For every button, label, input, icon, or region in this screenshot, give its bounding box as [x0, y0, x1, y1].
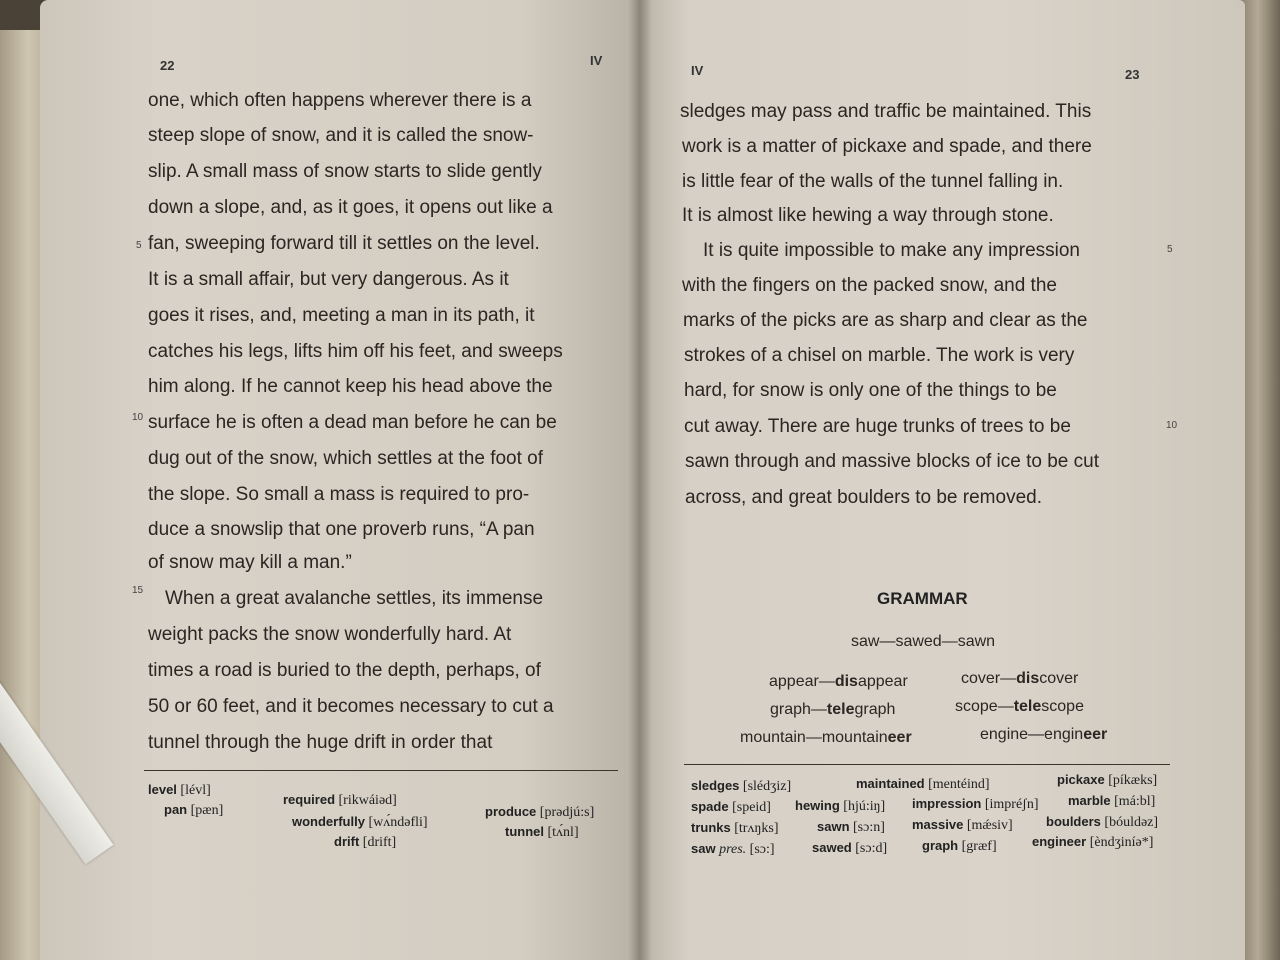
- text-line: cut away. There are huge trunks of trees to be: [684, 416, 1071, 437]
- text-line: sawn through and massive blocks of ice to be cut: [685, 451, 1100, 472]
- glossary-entry: pan [pæn]: [164, 802, 224, 818]
- text-line: 50 or 60 feet, and it becomes necessary to cut a: [148, 696, 554, 717]
- glossary-entry: saw pres. [sɔ:]: [691, 841, 775, 857]
- glossary-entry: massive [mǽsiv]: [912, 817, 1013, 833]
- text-line: When a great avalanche settles, its immense: [165, 588, 544, 609]
- text-line: It is almost like hewing a way through stone.: [682, 205, 1054, 226]
- text-line: weight packs the snow wonderfully hard. At: [148, 624, 512, 645]
- chapter-heading: IV: [590, 53, 603, 68]
- glossary-entry: sawn [sɔ:n]: [817, 819, 885, 835]
- text-line: hard, for snow is only one of the things to be: [684, 380, 1057, 401]
- glossary-entry: hewing [hjú:iŋ]: [795, 798, 886, 814]
- grammar-pair: mountain—mountaineer: [740, 729, 912, 746]
- line-number: 15: [132, 585, 144, 596]
- text-line: the slope. So small a mass is required to pro-: [148, 484, 530, 505]
- glossary-entry: graph [græf]: [922, 838, 997, 854]
- text-line: across, and great boulders to be removed.: [685, 487, 1042, 508]
- glossary-entry: required [rikwáiəd]: [283, 792, 397, 808]
- text-line: fan, sweeping forward till it settles on the level.: [148, 233, 540, 254]
- text-line: marks of the picks are as sharp and clear as the: [683, 310, 1088, 331]
- text-line: It is a small affair, but very dangerous. As it: [148, 269, 509, 290]
- text-line: with the fingers on the packed snow, and the: [682, 275, 1057, 296]
- glossary-entry: marble [má:bl]: [1068, 793, 1156, 809]
- line-number: 10: [132, 412, 144, 423]
- glossary-entry: maintained [mentéind]: [856, 776, 990, 792]
- left-page: [40, 0, 640, 960]
- footnote-rule: [684, 764, 1170, 765]
- text-line: work is a matter of pickaxe and spade, and there: [682, 136, 1092, 157]
- text-line: surface he is often a dead man before he can be: [148, 412, 557, 433]
- text-line: him along. If he cannot keep his head above the: [148, 376, 553, 397]
- text-line: slip. A small mass of snow starts to slide gently: [148, 161, 542, 182]
- text-line: tunnel through the huge drift in order that: [148, 732, 493, 753]
- text-line: catches his legs, lifts him off his feet, and sweeps: [148, 341, 563, 362]
- text-line: It is quite impossible to make any impression: [703, 240, 1080, 261]
- page-number: 23: [1125, 67, 1140, 82]
- text-line: of snow may kill a man.”: [148, 552, 352, 573]
- page-number: 22: [160, 58, 175, 73]
- right-page: [640, 0, 1245, 960]
- text-line: steep slope of snow, and it is called the snow-: [148, 125, 534, 146]
- glossary-entry: drift [drift]: [334, 834, 397, 850]
- text-line: strokes of a chisel on marble. The work is very: [684, 345, 1075, 366]
- glossary-entry: spade [speid]: [691, 799, 771, 815]
- page-edges-right: [1240, 0, 1280, 960]
- glossary-entry: wonderfully [wʌ́ndəfli]: [292, 814, 428, 830]
- line-number: 10: [1166, 420, 1178, 431]
- grammar-pair: appear—disappear: [769, 673, 908, 690]
- chapter-heading: IV: [691, 63, 704, 78]
- text-line: duce a snowslip that one proverb runs, “A pan: [148, 519, 535, 540]
- book-gutter: [628, 0, 652, 960]
- glossary-entry: produce [prədjú:s]: [485, 804, 595, 820]
- glossary-entry: pickaxe [píkæks]: [1057, 772, 1158, 788]
- line-number: 5: [1167, 244, 1173, 255]
- text-line: sledges may pass and traffic be maintained. This: [680, 101, 1092, 122]
- glossary-entry: impression [impréʃn]: [912, 796, 1039, 812]
- glossary-entry: level [lévl]: [148, 782, 211, 798]
- glossary-entry: sawed [sɔ:d]: [812, 840, 888, 856]
- text-line: is little fear of the walls of the tunnel falling in.: [682, 171, 1064, 192]
- text-line: times a road is buried to the depth, perhaps, of: [148, 660, 541, 681]
- glossary-entry: trunks [trʌŋks]: [691, 820, 779, 836]
- line-number: 5: [136, 240, 142, 251]
- glossary-entry: tunnel [tʌ́nl]: [505, 824, 579, 840]
- footnote-rule: [144, 770, 618, 771]
- text-line: dug out of the snow, which settles at the foot of: [148, 448, 544, 469]
- grammar-heading: GRAMMAR: [877, 589, 968, 608]
- grammar-pair: engine—engineer: [980, 726, 1108, 743]
- grammar-row: saw—sawed—sawn: [851, 633, 996, 650]
- glossary-entry: boulders [bóuldəz]: [1046, 814, 1159, 830]
- text-line: down a slope, and, as it goes, it opens out like a: [148, 197, 553, 218]
- grammar-pair: scope—telescope: [955, 698, 1084, 715]
- text-line: one, which often happens wherever there is a: [148, 90, 532, 111]
- grammar-pair: graph—telegraph: [770, 701, 896, 718]
- text-line: goes it rises, and, meeting a man in its path, it: [148, 305, 535, 326]
- grammar-pair: cover—discover: [961, 670, 1079, 687]
- glossary-entry: engineer [èndʒiníə*]: [1032, 834, 1154, 850]
- glossary-entry: sledges [slédʒiz]: [691, 778, 792, 794]
